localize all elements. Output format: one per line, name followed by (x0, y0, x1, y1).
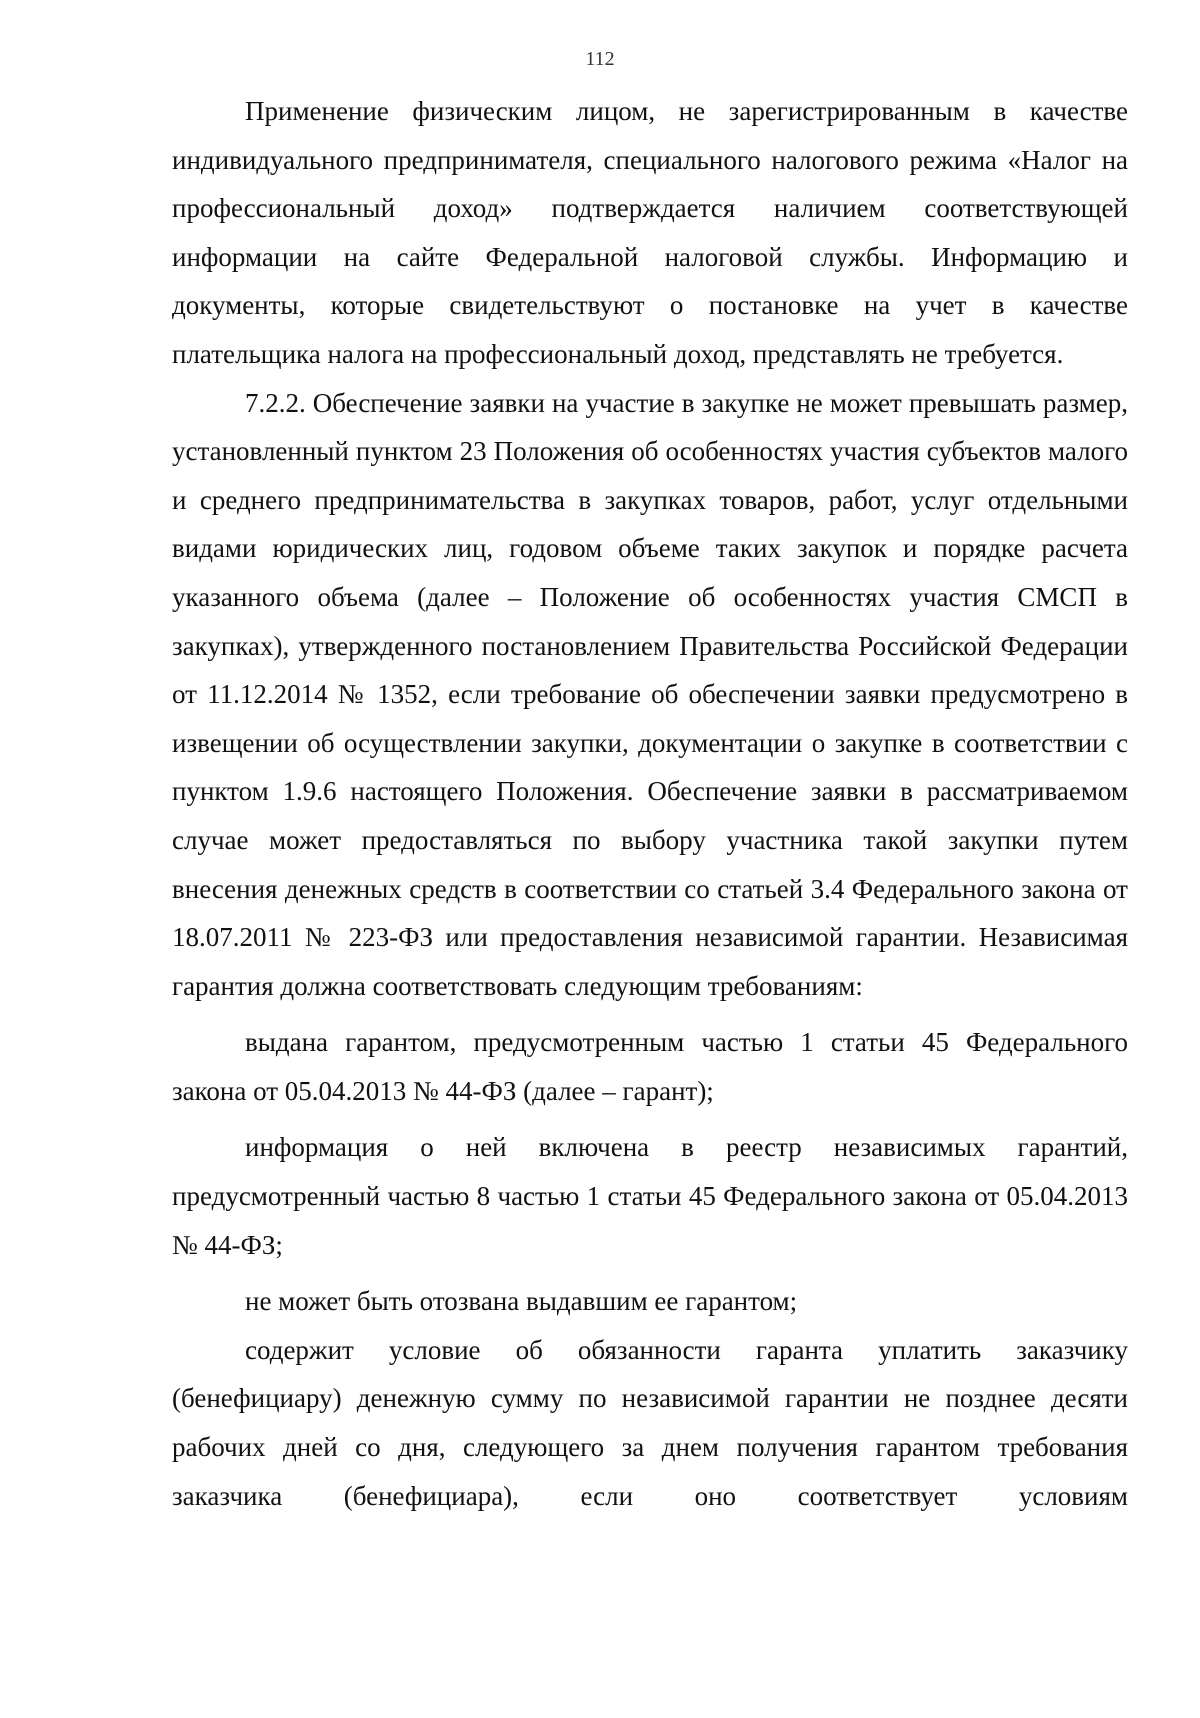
list-item-registry-included: информация о ней включена в реестр независимых гарантий, предусмотренный частью 8 частью 1 статьи 45 Федерального закона от 05.04.2013 № 44-ФЗ; (172, 1132, 1128, 1260)
page-number: 112 (585, 48, 615, 70)
paragraph-self-employed-tax: Применение физическим лицом, не зарегистрированным в качестве индивидуального предпринимателя, специального налогового режима «Налог на профессиональный доход» подтверждается наличием соответствующей информации на сайте Федеральной налоговой службы. Информацию и документы, которые свидетельствуют о постановке на учет в качестве плательщика налога на профессиональный доход, представлять не требуется. (172, 96, 1128, 369)
document-body (172, 87, 1128, 1520)
list-item-guarantor-issued: выдана гарантом, предусмотренным частью 1 статьи 45 Федерального закона от 05.04.2013 № 44-ФЗ (далее – гарант); (172, 1027, 1128, 1106)
list-item-payment-obligation: содержит условие об обязанности гаранта уплатить заказчику (бенефициару) денежную сумму по независимой гарантии не позднее десяти рабочих дней со дня, следующего за днем получения гарантом требования заказчика (бенефициара), если оно соответствует условиям (172, 1334, 1128, 1511)
list-item-irrevocable: не может быть отозвана выдавшим ее гарантом; (245, 1286, 798, 1317)
paragraph-7-2-2-bid-security: 7.2.2. Обеспечение заявки на участие в закупке не может превышать размер, установленный пунктом 23 Положения об особенностях участия субъектов малого и среднего предпринимательства в закупках товаров, работ, услуг отдельными видами юридических лиц, годовом объеме таких закупок и порядке расчета указанного объема (далее – Положение об особенностях участия СМСП в закупках), утвержденного постановлением Правительства Российской Федерации от 11.12.2014 № 1352, если требование об обеспечении заявки предусмотрено в извещении об осуществлении закупки, документации о закупке в соответствии с пунктом 1.9.6 настоящего Положения. Обеспечение заявки в рассматриваемом случае может предоставляться по выбору участника такой закупки путем внесения денежных средств в соответствии со статьей 3.4 Федерального закона от 18.07.2011 № 223-ФЗ или предоставления независимой гарантии. Независимая гарантия должна соответствовать следующим требованиям: (172, 387, 1128, 1001)
